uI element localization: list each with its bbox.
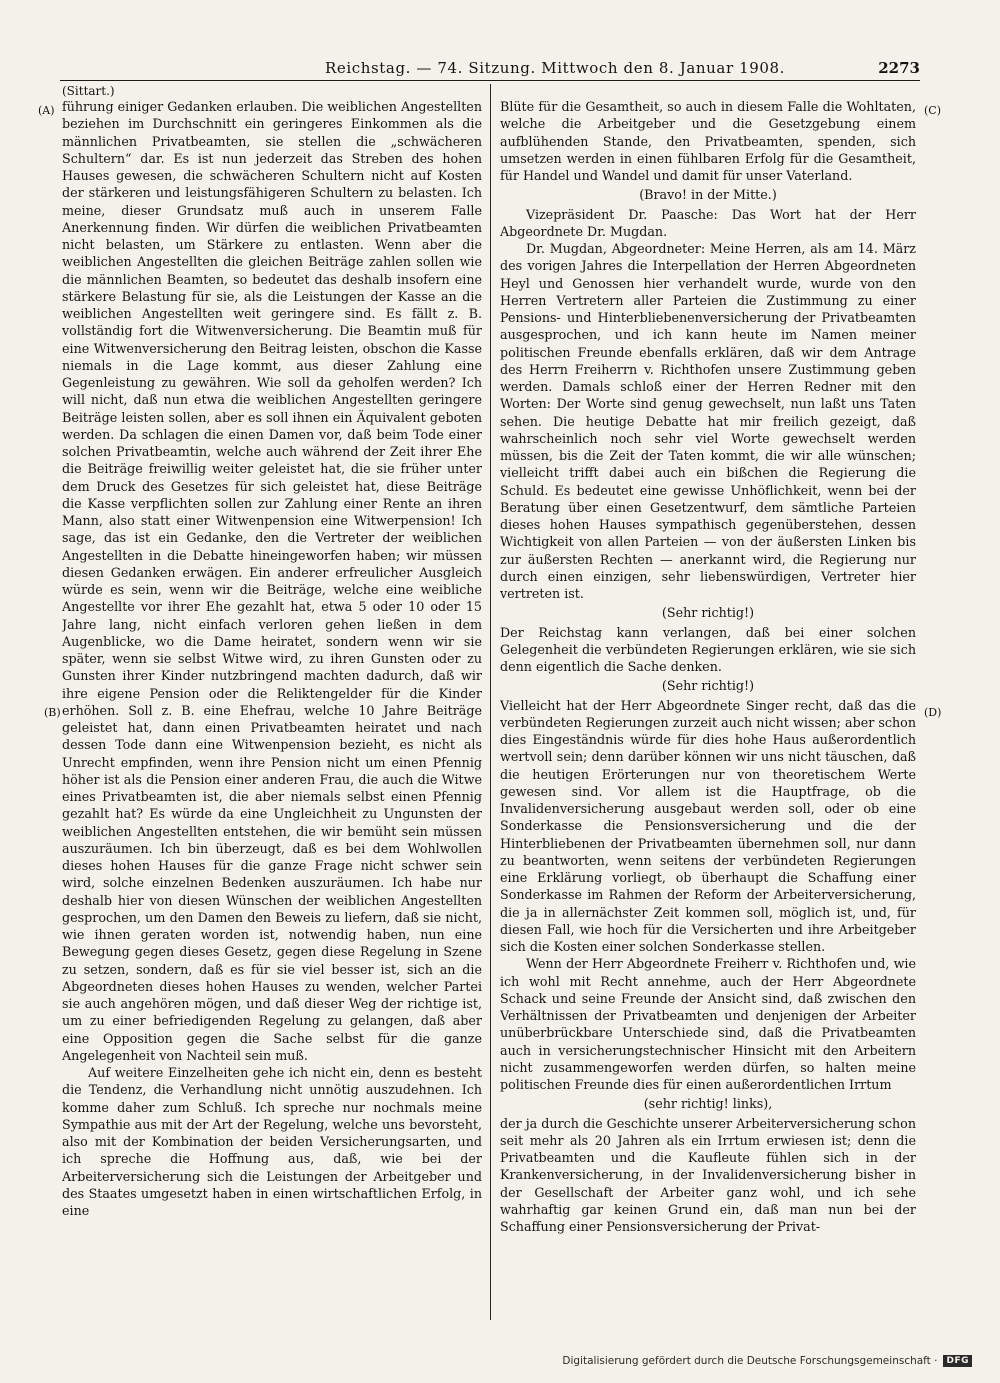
- left-paragraph-2: Auf weitere Einzelheiten gehe ich nicht ein, denn es besteht die Tendenz, die Verhandlung nicht unnötig auszudehnen. Ich komme daher zum Schluß. Ich spreche nur nochmals meine Sympathie aus mit der Art der Regelung, welche uns bevorsteht, also mit der Kombination der beiden Versicherungsarten, und ich spreche die Hoffnung aus, daß, wie bei der Arbeiterversicherung sich die Leistungen der Arbeitgeber und des Staates umgesetzt haben in einen wirtschaftlichen Erfolg, in eine: [62, 1065, 482, 1218]
- page-number: 2273: [878, 59, 920, 77]
- interjection-sehr-richtig-2: (Sehr richtig!): [661, 678, 755, 694]
- speaker-tag: (Sittart.): [62, 84, 115, 98]
- left-column: [62, 98, 482, 1320]
- margin-marker-c: (C): [924, 104, 941, 117]
- right-paragraph-2: Dr. Mugdan, Abgeordneter: Meine Herren, als am 14. März des vorigen Jahres die Interpellation der Herren Abgeordneten Heyl und Genossen hier verhandelt wurde, wurde von den Herren Vertretern aller Parteien die Zustimmung zu einer Pensions- und Hinterbliebenenversicherung der Privatbeamten ausgesprochen, und ich kann heute im Namen meiner politischen Freunde ebenfalls erklären, daß wir dem Antrage des Herrn Freiherrn v. Richthofen unsere Zustimmung geben werden. Damals schloß einer der Herren Redner mit den Worten: Der Worte sind genug gewechselt, nun laßt uns Taten sehen. Die heutige Debatte hat mir freilich gezeigt, daß wahrscheinlich noch sehr viel Worte gewechselt werden müssen, bis die Zeit der Taten kommt, die wir alle wünschen; vielleicht trifft dabei auch ein bißchen die Regierung die Schuld. Es bedeutet eine gewisse Unhöflichkeit, wenn bei der Beratung über einen Gesetzentwurf, dem sämtliche Parteien dieses hohen Hauses sympathisch gegenüberstehen, dessen Wichtigkeit von allen Parteien — von der äußersten Linken bis zur äußersten Rechten — anerkannt wird, die Regierung nur durch einen einzigen, sehr liebenswürdigen, Vertreter hier vertreten ist.: [500, 241, 916, 601]
- margin-marker-a: (A): [38, 104, 55, 117]
- interjection-sehr-richtig-1: (Sehr richtig!): [661, 605, 755, 621]
- footer-text: Digitalisierung gefördert durch die Deutsche Forschungsgemeinschaft ·: [562, 1355, 938, 1367]
- vice-president-statement: Vizepräsident Dr. Paasche: Das Wort hat der Herr Abgeordnete Dr. Mugdan.: [500, 206, 916, 239]
- right-paragraph-1: Blüte für die Gesamtheit, so auch in diesem Falle die Wohltaten, welche die Arbeitgeber und die Gesetzgebung einem aufblühenden Stande, den Privatbeamten, spenden, sich umsetzen werden in einen fühlbaren Erfolg für die Gesamtheit, für Handel und Wandel und damit für unser Vaterland.: [500, 99, 916, 183]
- dfg-logo: DFG: [943, 1355, 972, 1367]
- header-rule: [60, 80, 920, 81]
- right-column: [500, 98, 916, 1320]
- margin-marker-b: (B): [44, 706, 61, 719]
- column-divider: [490, 84, 491, 1320]
- header-title: Reichstag. — 74. Sitzung. Mittwoch den 8. Januar 1908.: [324, 59, 786, 77]
- right-paragraph-5: Wenn der Herr Abgeordnete Freiherr v. Richthofen und, wie ich wohl mit Recht annehme, auch der Herr Abgeordnete Schack und seine Freunde der Ansicht sind, daß zwischen den Verhältnissen der Privatbeamten und denjenigen der Arbeiter unüberbrückbare Unterschiede sind, daß die Privatbeamten auch in versicherungstechnischer Hinsicht mit den Arbeitern nicht zusammengeworfen werden dürfen, so halten meine politischen Freunde dies für einen außerordentlichen Irrtum: [500, 956, 916, 1092]
- right-paragraph-3: Der Reichstag kann verlangen, daß bei einer solchen Gelegenheit die verbündeten Regierungen erklären, wie sie sich denn eigentlich die Sache denken.: [500, 624, 916, 674]
- right-paragraph-6: der ja durch die Geschichte unserer Arbeiterversicherung schon seit mehr als 20 Jahren als ein Irrtum erwiesen ist; denn die Privatbeamten und die Kaufleute fühlen sich in der Krankenversicherung, in der Invalidenversicherung bisher in der Gesellschaft der Arbeiter ganz wohl, und ich sehe wahrhaftig gar keinen Grund ein, daß man nun bei der Schaffung einer Pensionsversicherung der Privat-: [500, 1115, 916, 1234]
- margin-marker-d: (D): [924, 706, 942, 719]
- page-header: [60, 58, 920, 78]
- interjection-sehr-richtig-links: (sehr richtig! links),: [643, 1096, 773, 1112]
- digitization-footer: [562, 1355, 972, 1367]
- right-paragraph-4: Vielleicht hat der Herr Abgeordnete Singer recht, daß das die verbündeten Regierungen zurzeit auch nicht wissen; aber schon dies Eingeständnis würde für dies hohe Haus außerordentlich wertvoll sein; denn darüber können wir uns nicht täuschen, daß die heutigen Erörterungen nur von theoretischem Werte gewesen sind. Vor allem ist die Hauptfrage, ob die Invalidenversicherung ausgebaut werden soll, oder ob eine Sonderkasse die Pensionsversicherung und die der Hinterbliebenen der Privatbeamten übernehmen soll, nur dann zu beantworten, wenn seitens der verbündeten Regierungen eine Erklärung vorliegt, ob überhaupt die Schaffung einer Sonderkasse im Rahmen der Reform der Arbeiterversicherung, die ja in allernächster Zeit kommen soll, möglich ist, und, für diesen Fall, wie hoch für die Versicherten und ihre Arbeitgeber sich die Kosten einer solchen Sonderkasse stellen.: [500, 697, 916, 954]
- left-paragraph-1: führung einiger Gedanken erlauben. Die weiblichen Angestellten beziehen im Durchschnitt ein geringeres Einkommen als die männlichen Privatbeamten, sie stellen die „schwächeren Schultern“ dar. Es ist nun jederzeit das Streben des hohen Hauses gewesen, die schwächeren Schultern nicht auf Kosten der stärkeren und leistungsfähigeren Schultern zu belasten. Ich meine, dieser Grundsatz muß auch in unserem Falle Anerkennung finden. Wir dürfen die weiblichen Privatbeamten nicht belasten, um Stärkere zu entlasten. Wenn aber die weiblichen Angestellten die gleichen Beiträge zahlen sollen wie die männlichen Beamten, so bedeutet das deshalb insofern eine stärkere Belastung für sie, als die Leistungen der Kasse an die weiblichen Angestellten weit geringere sind. Es fällt z. B. vollständig fort die Witwenversicherung. Die Beamtin muß für eine Witwenversicherung den Beitrag leisten, obschon die Kasse niemals in die Lage kommt, aus dieser Zahlung eine Gegenleistung zu gewähren. Wie soll da geholfen werden? Ich will nicht, daß nun etwa die weiblichen Angestellten geringere Beiträge leisten sollen, aber es soll ihnen ein Äquivalent geboten werden. Da schlagen die einen Damen vor, daß beim Tode einer solchen Privatbeamtin, welche auch während der Zeit ihrer Ehe die Beiträge freiwillig weiter geleistet hat, die sie früher unter dem Druck des Gesetzes für sich geleistet hat, diese Beiträge die Kasse verpflichten sollen zur Zahlung einer Rente an ihren Mann, also statt einer Witwenpension eine Witwerpension! Ich sage, das ist ein Gedanke, den die Vertreter der weiblichen Angestellten in die Debatte hineingeworfen haben; wir müssen diesen Gedanken erwägen. Ein anderer erfreulicher Ausgleich würde es sein, wenn wir die Beiträge, welche eine weibliche Angestellte vor ihrer Ehe gezahlt hat, etwa 5 oder 10 oder 15 Jahre lang, nicht einfach verloren gehen ließen in dem Augenblicke, wo die Dame heiratet, sondern wenn wir sie später, wenn sie selbst Witwe wird, zu ihren Gunsten oder zu Gunsten ihrer Kinder nutzbringend machten dadurch, daß wir ihre eigene Pension oder die Reliktengelder für die Kinder erhöhen. Soll z. B. eine Ehefrau, welche 10 Jahre Beiträge geleistet hat, dann einen Privatbeamten heiratet und nach dessen Tode dann eine Witwenpension bezieht, es nicht als Unrecht empfinden, wenn ihre Pension nicht um einen Pfennig höher ist als die Pension einer anderen Frau, die auch die Witwe eines Privatbeamten ist, die aber niemals selbst einen Pfennig gezahlt hat? Es würde da eine Ungleichheit zu Ungunsten der weiblichen Angestellten entstehen, die wir bemüht sein müssen auszuräumen. Ich bin überzeugt, daß es bei dem Wohlwollen dieses hohen Hauses für die ganze Frage nicht schwer sein wird, solche einzelnen Bedenken auszuräumen. Ich habe nur deshalb hier von diesen Wünschen der weiblichen Angestellten gesprochen, um den Damen den Beweis zu liefern, daß sie nicht, wie ihnen geraten worden ist, notwendig haben, nun eine Bewegung gegen dieses Gesetz, gegen diese Regelung in Szene zu setzen, sondern, daß es für sie viel besser ist, sich an die Abgeordneten dieses hohen Hauses zu wenden, welcher Partei sie auch angehören mögen, und daß dieser Weg der richtige ist, um zu einer befriedigenden Regelung zu gelangen, daß aber eine Opposition gegen die Sache selbst für die ganze Angelegenheit von Nachteil sein muß.: [62, 99, 482, 1063]
- interjection-bravo: (Bravo! in der Mitte.): [639, 187, 777, 203]
